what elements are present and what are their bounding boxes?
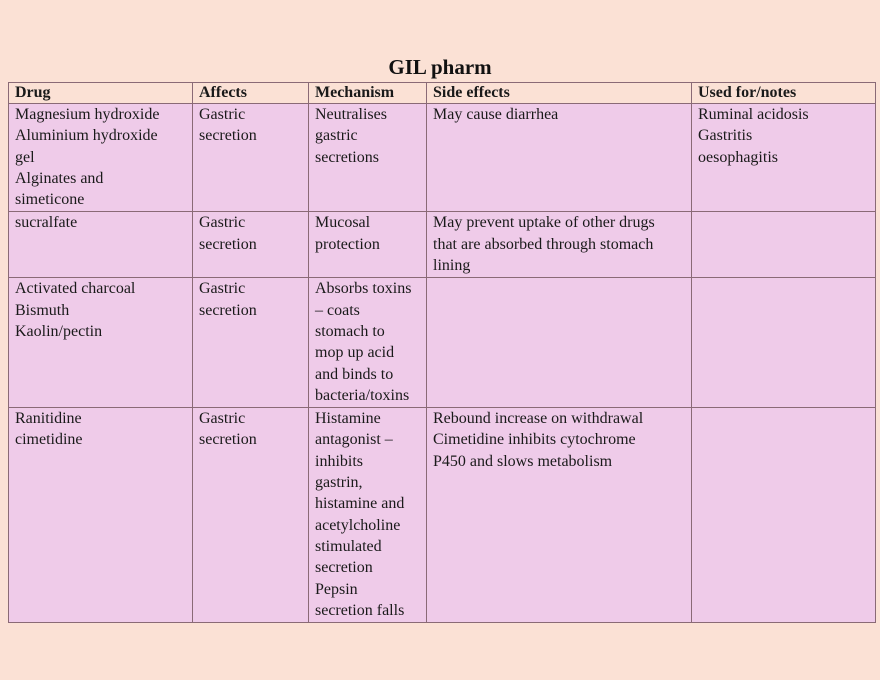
cell-line: Gastric <box>199 106 246 123</box>
cell-line: Gastric <box>199 214 246 232</box>
cell-line: lining <box>433 257 471 275</box>
cell-affects <box>193 104 309 212</box>
table-row <box>9 278 876 408</box>
cell-line: inhibits <box>315 452 364 470</box>
cell-used-for <box>692 408 876 623</box>
cell-line: gastric <box>315 127 358 145</box>
cell-line: gastrin, <box>315 474 363 492</box>
cell-line: Cimetidine inhibits cytochrome <box>433 431 636 449</box>
cell-line: Mucosal <box>315 214 371 232</box>
cell-line: histamine and <box>315 495 405 513</box>
cell-side-effects <box>427 212 692 278</box>
cell-line: secretion <box>199 431 257 449</box>
cell-line: May cause diarrhea <box>433 106 559 123</box>
table-header-row <box>9 83 876 104</box>
cell-line: Pepsin <box>315 580 358 598</box>
cell-side-effects <box>427 278 692 408</box>
table-row <box>9 408 876 623</box>
cell-drug <box>9 104 193 212</box>
cell-line: Histamine <box>315 410 381 428</box>
cell-line: Neutralises <box>315 106 387 123</box>
cell-affects <box>193 212 309 278</box>
cell-line: gel <box>15 148 35 166</box>
cell-drug <box>9 278 193 408</box>
cell-line: Kaolin/pectin <box>15 322 103 340</box>
cell-line: secretion <box>199 235 257 253</box>
cell-mechanism <box>309 212 427 278</box>
drug-table <box>8 82 876 623</box>
cell-line: Bismuth <box>15 301 70 319</box>
cell-line: Magnesium hydroxide <box>15 106 160 123</box>
cell-line: protection <box>315 235 380 253</box>
cell-line: Gastric <box>199 410 246 428</box>
cell-used-for <box>692 278 876 408</box>
cell-line: antagonist – <box>315 431 393 449</box>
cell-line: Gastritis <box>698 127 753 145</box>
page-title: GIL pharm <box>388 55 492 79</box>
cell-line: secretion <box>199 127 257 145</box>
header-side-effects: Side effects <box>427 83 692 104</box>
cell-affects <box>193 278 309 408</box>
cell-line: P450 and slows metabolism <box>433 452 613 470</box>
cell-side-effects <box>427 408 692 623</box>
cell-line: acetylcholine <box>315 516 401 534</box>
cell-line: oesophagitis <box>698 148 778 166</box>
cell-mechanism <box>309 278 427 408</box>
cell-line: and binds to <box>315 365 394 383</box>
cell-line: secretion <box>315 559 373 577</box>
table-row <box>9 212 876 278</box>
cell-line: secretion <box>199 301 257 319</box>
cell-line: Absorbs toxins <box>315 280 412 298</box>
cell-line: simeticone <box>15 191 85 209</box>
cell-affects <box>193 408 309 623</box>
cell-line: Alginates and <box>15 169 104 187</box>
cell-line: May prevent uptake of other drugs <box>433 214 655 232</box>
cell-line: sucralfate <box>15 214 78 232</box>
header-used-for: Used for/notes <box>692 83 876 104</box>
cell-line: secretions <box>315 148 379 166</box>
cell-line: Ranitidine <box>15 410 82 428</box>
cell-line: stimulated <box>315 537 382 555</box>
cell-line: cimetidine <box>15 431 83 449</box>
header-mechanism: Mechanism <box>309 83 427 104</box>
cell-drug <box>9 408 193 623</box>
cell-line: secretion falls <box>315 601 405 619</box>
header-drug: Drug <box>9 83 193 104</box>
cell-line: Activated charcoal <box>15 280 136 298</box>
cell-line: Aluminium hydroxide <box>15 127 158 145</box>
cell-mechanism <box>309 408 427 623</box>
cell-used-for <box>692 104 876 212</box>
cell-drug <box>9 212 193 278</box>
cell-line: Rebound increase on withdrawal <box>433 410 644 428</box>
table-row <box>9 104 876 212</box>
cell-line: mop up acid <box>315 344 395 362</box>
cell-line: Ruminal acidosis <box>698 106 809 123</box>
cell-side-effects <box>427 104 692 212</box>
cell-line: Gastric <box>199 280 246 298</box>
header-affects: Affects <box>193 83 309 104</box>
cell-line: bacteria/toxins <box>315 386 410 404</box>
cell-line: that are absorbed through stomach <box>433 235 654 253</box>
cell-mechanism <box>309 104 427 212</box>
cell-line: stomach to <box>315 322 385 340</box>
cell-used-for <box>692 212 876 278</box>
cell-line: – coats <box>315 301 360 319</box>
